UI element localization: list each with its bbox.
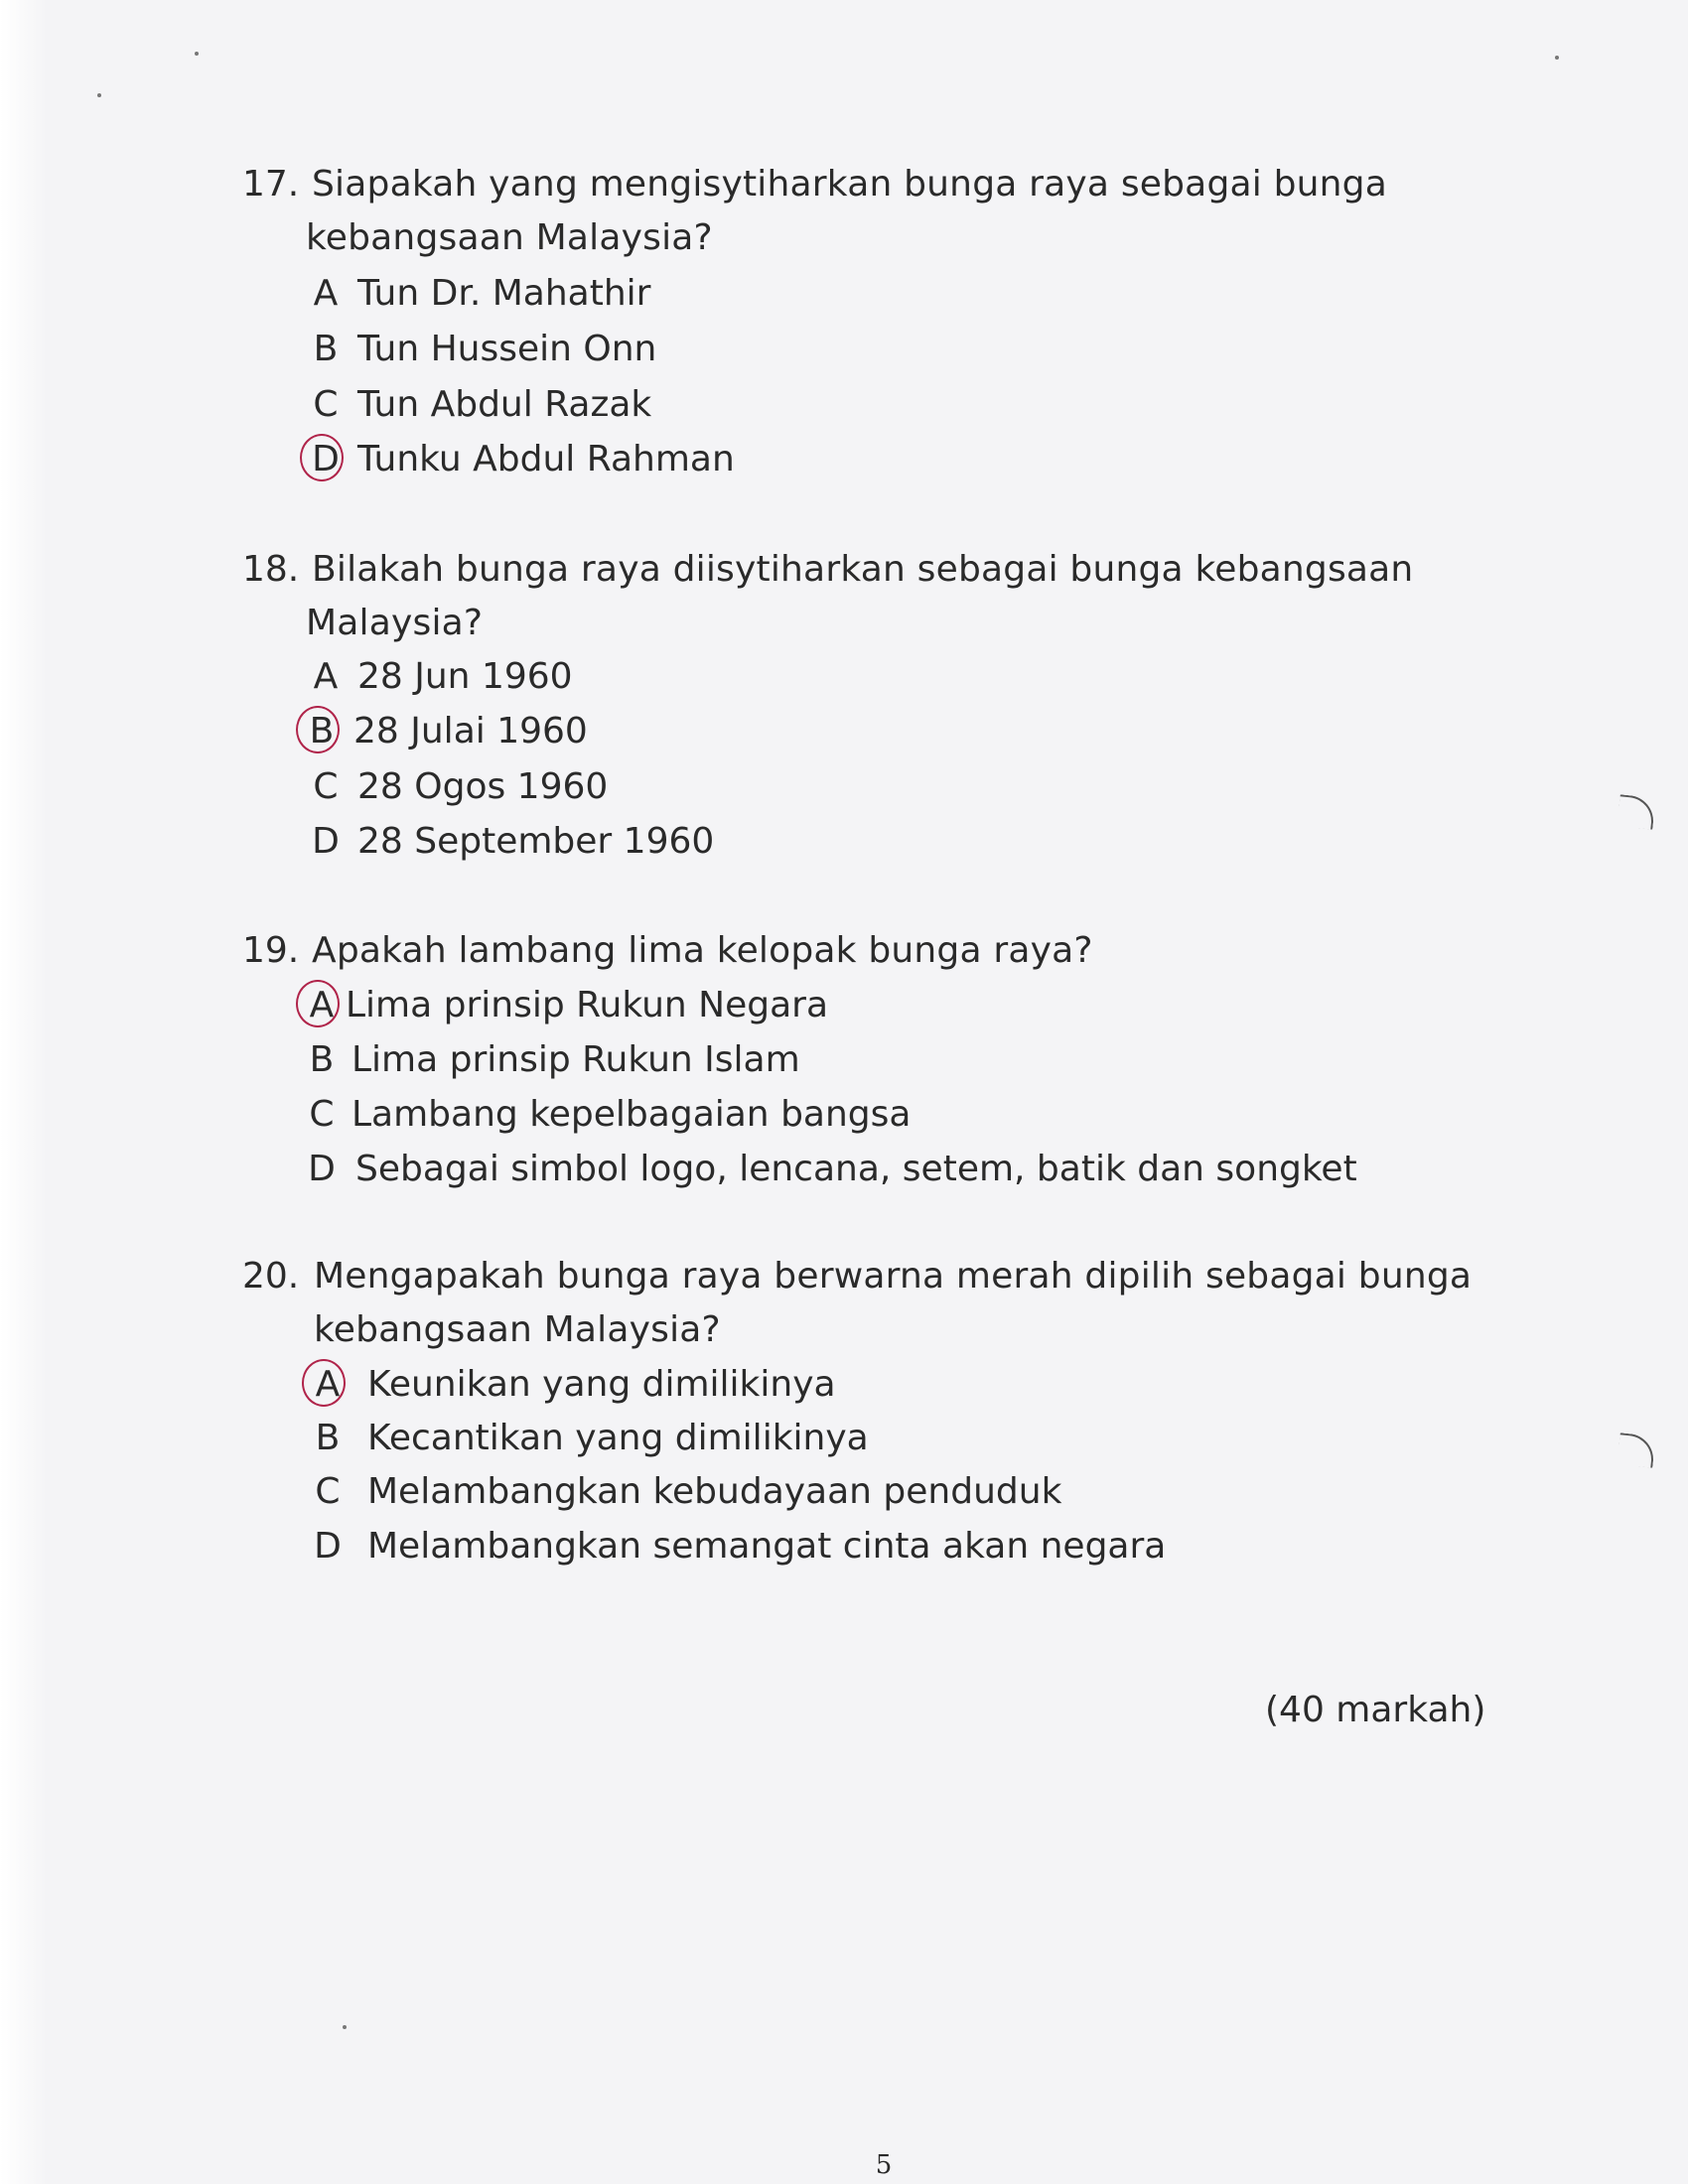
question-number: 17. bbox=[242, 164, 300, 205]
scan-edge-mark bbox=[1617, 794, 1655, 830]
scan-speck bbox=[343, 2025, 347, 2029]
question-text: kebangsaan Malaysia? bbox=[306, 217, 713, 258]
option-letter: D bbox=[312, 439, 340, 479]
option-text: 28 Ogos 1960 bbox=[357, 766, 609, 807]
page-left-edge bbox=[0, 0, 48, 2184]
option-letter: B bbox=[309, 711, 335, 751]
option-text: Melambangkan kebudayaan penduduk bbox=[367, 1471, 1062, 1512]
option-letter: D bbox=[312, 821, 340, 862]
option-text: 28 Jun 1960 bbox=[357, 656, 573, 697]
question-number: 18. bbox=[242, 549, 300, 590]
option-letter: B bbox=[315, 1418, 341, 1458]
option-text: Tunku Abdul Rahman bbox=[357, 439, 735, 479]
option-text: 28 September 1960 bbox=[357, 821, 715, 862]
option-letter: C bbox=[315, 1471, 341, 1512]
question-text: Mengapakah bunga raya berwarna merah dipilih sebagai bunga bbox=[314, 1256, 1473, 1297]
scan-speck bbox=[195, 52, 199, 56]
scan-speck bbox=[1555, 56, 1559, 60]
option-letter: C bbox=[309, 1094, 335, 1135]
option-text: Tun Dr. Mahathir bbox=[357, 273, 651, 314]
option-text: Kecantikan yang dimilikinya bbox=[367, 1418, 869, 1458]
option-text: Sebagai simbol logo, lencana, setem, batik dan songket bbox=[355, 1149, 1357, 1189]
option-letter: A bbox=[315, 1364, 341, 1405]
question-text: Siapakah yang mengisytiharkan bunga raya sebagai bunga bbox=[312, 164, 1387, 205]
option-letter: B bbox=[309, 1039, 335, 1080]
option-letter: B bbox=[313, 329, 339, 369]
question-number: 20. bbox=[242, 1256, 300, 1297]
question-text: Malaysia? bbox=[306, 603, 484, 643]
question-text: Apakah lambang lima kelopak bunga raya? bbox=[312, 930, 1093, 971]
option-text: Tun Abdul Razak bbox=[357, 384, 652, 425]
total-marks: (40 markah) bbox=[1265, 1690, 1486, 1730]
scan-speck bbox=[97, 93, 101, 97]
option-letter: C bbox=[313, 384, 339, 425]
option-text: Lima prinsip Rukun Islam bbox=[352, 1039, 800, 1080]
option-text: 28 Julai 1960 bbox=[353, 711, 588, 751]
option-text: Tun Hussein Onn bbox=[357, 329, 657, 369]
option-letter: C bbox=[313, 766, 339, 807]
scan-edge-mark bbox=[1617, 1433, 1655, 1468]
question-number: 19. bbox=[242, 930, 300, 971]
question-text: kebangsaan Malaysia? bbox=[314, 1309, 721, 1350]
option-letter: D bbox=[314, 1526, 342, 1567]
option-letter: D bbox=[308, 1149, 336, 1189]
option-text: Lima prinsip Rukun Negara bbox=[346, 985, 829, 1025]
page-number: 5 bbox=[875, 2150, 893, 2180]
option-letter: A bbox=[313, 656, 339, 697]
option-text: Melambangkan semangat cinta akan negara bbox=[367, 1526, 1167, 1567]
option-text: Lambang kepelbagaian bangsa bbox=[352, 1094, 912, 1135]
question-text: Bilakah bunga raya diisytiharkan sebagai bunga kebangsaan bbox=[312, 549, 1414, 590]
option-text: Keunikan yang dimilikinya bbox=[367, 1364, 836, 1405]
option-letter: A bbox=[309, 985, 335, 1025]
option-letter: A bbox=[313, 273, 339, 314]
